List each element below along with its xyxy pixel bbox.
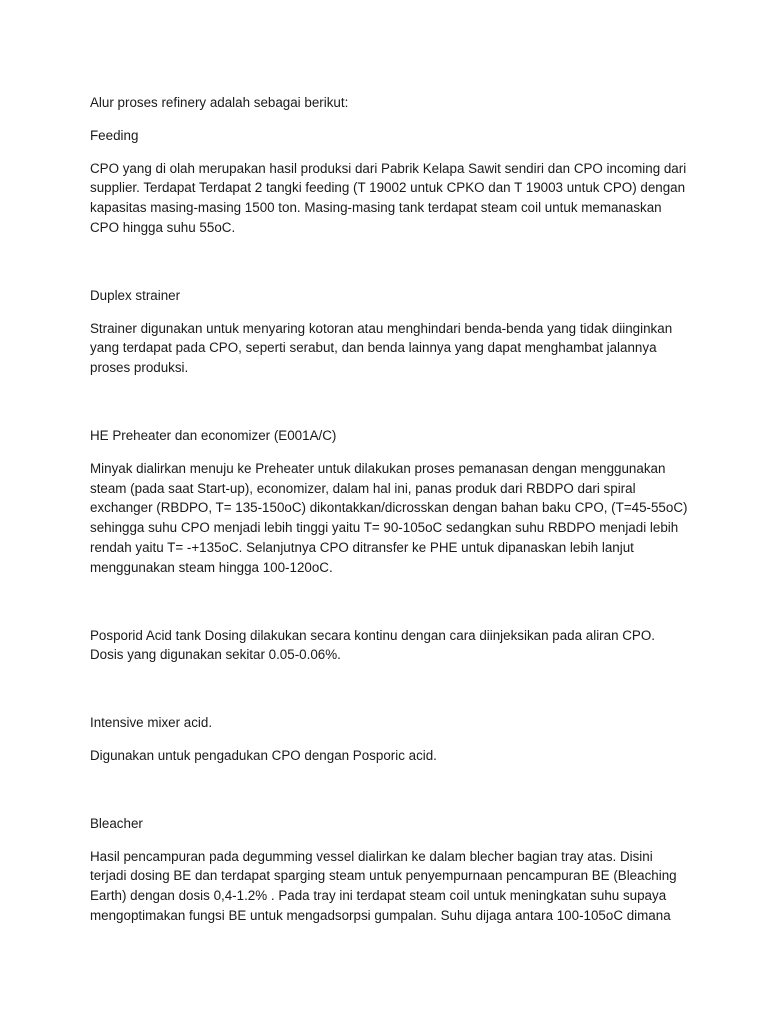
section-paragraph: Posporid Acid tank Dosing dilakukan secara kontinu dengan cara diinjeksikan pada aliran CPO. Dosis yang digunakan sekitar 0.05-0.06%. [90, 627, 655, 663]
section-heading: Feeding [90, 127, 139, 143]
document-body [90, 93, 690, 974]
section-paragraph: Digunakan untuk pengadukan CPO dengan Posporic acid. [90, 747, 437, 763]
section-duplex-strainer [90, 286, 690, 378]
section-posporid-acid-dosing [90, 626, 690, 666]
section-heading: Duplex strainer [90, 287, 181, 303]
section-he-preheater [90, 426, 690, 578]
intro-text: Alur proses refinery adalah sebagai berikut: [90, 95, 349, 110]
section-intensive-mixer [90, 713, 690, 766]
section-paragraph: CPO yang di olah merupakan hasil produksi dari Pabrik Kelapa Sawit sendiri dan CPO incoming dari supplier. Terdapat Terdapat 2 tangki feeding (T 19002 untuk CPKO dan T 19003 untuk CPO) dengan kapasitas masing-masing 1500 ton. Masing-masing tank terdapat steam coil untuk memanaskan CPO hingga suhu 55oC. [90, 160, 687, 235]
section-bleacher [90, 814, 690, 926]
section-paragraph: Minyak dialirkan menuju ke Preheater untuk dilakukan proses pemanasan dengan menggunakan steam (pada saat Start-up), economizer, dalam hal ini, panas produk dari RBDPO dari spiral exchanger (RBDPO, T= 135-150oC) dikontakkan/dicrosskan dengan bahan baku CPO, (T=45-55oC) sehingga suhu CPO menjadi lebih tinggi yaitu T= 90-105oC sedangkan suhu RBDPO menjadi lebih rendah yaitu T= -+135oC. Selanjutnya CPO ditransfer ke PHE untuk dipanaskan lebih lanjut menggunakan steam hingga 100-120oC. [90, 460, 688, 575]
section-heading: Bleacher [90, 815, 143, 831]
section-paragraph: Hasil pencampuran pada degumming vessel dialirkan ke dalam blecher bagian tray atas. Disini terjadi dosing BE dan terdapat sparging steam untuk penyempurnaan pencampuran BE (Bleaching Earth) dengan dosis 0,4-1.2% . Pada tray ini terdapat steam coil untuk meningkatan suhu supaya mengoptimakan fungsi BE untuk mengadsorpsi gumpalan. Suhu dijaga antara 100-105oC dimana [90, 848, 677, 923]
section-heading: HE Preheater dan economizer (E001A/C) [90, 427, 337, 443]
section-paragraph: Strainer digunakan untuk menyaring kotoran atau menghindari benda-benda yang tidak diinginkan yang terdapat pada CPO, seperti serabut, dan benda lainnya yang dapat menghambat jalannya proses produksi. [90, 320, 673, 376]
section-heading: Intensive mixer acid. [90, 715, 213, 731]
section-feeding [90, 126, 690, 238]
